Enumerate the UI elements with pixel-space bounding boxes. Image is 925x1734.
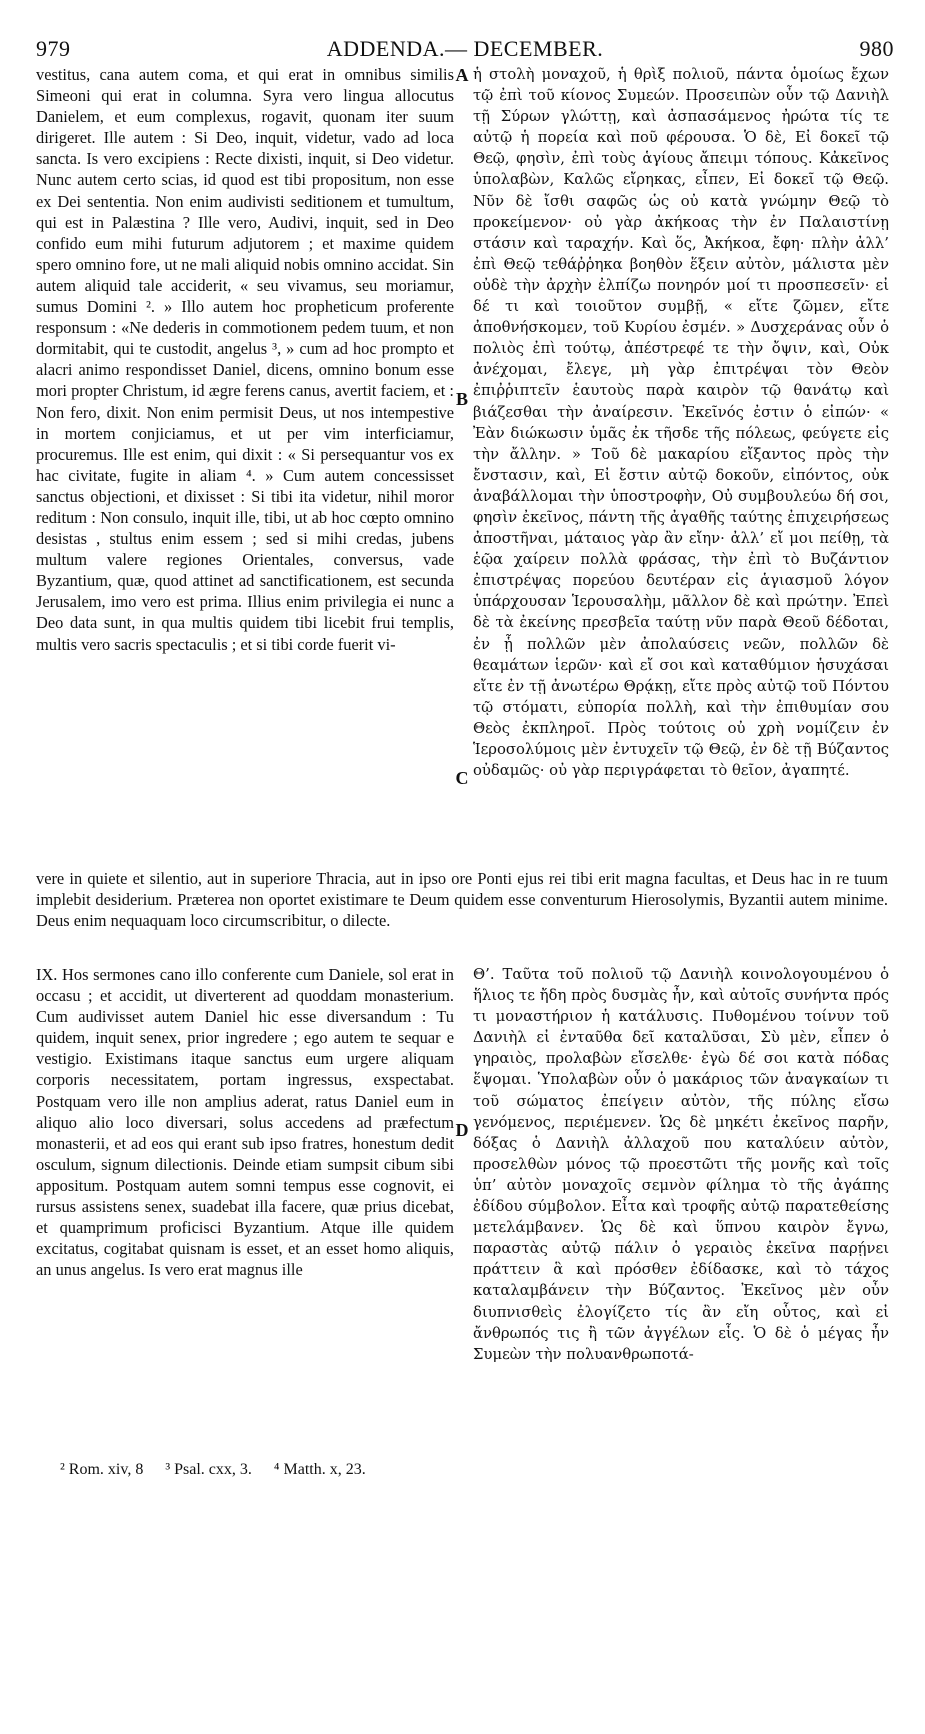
footnote: ³ Psal. cxx, 3. bbox=[165, 1461, 252, 1478]
running-title: ADDENDA.— DECEMBER. bbox=[326, 36, 604, 61]
greek-column-top bbox=[473, 64, 889, 868]
margin-marker-c: C bbox=[455, 768, 469, 788]
footnote: ² Rom. xiv, 8 bbox=[60, 1461, 144, 1478]
margin-marker-b: B bbox=[455, 389, 468, 409]
margin-marker-d: D bbox=[455, 1120, 469, 1140]
greek-paragraph: ἡ στολὴ μοναχοῦ, ἡ θρὶξ πολιοῦ, πάντα ὁμοίως ἔχων τῷ ἐπὶ τοῦ κίονος Συμεών. Προσειπὼν οὖν τῷ Δανιὴλ τῇ Σύρων γλώττῃ, καὶ ἀσπασάμενος ἠρώτα τίς τε αὐτῷ ἡ πορεία καὶ ποῦ φέρουσα. Ὁ δὲ, Εἰ δοκεῖ τῷ Θεῷ, φησὶν, ἐπὶ τοὺς ἁγίους ἄπειμι τόπους. Κἀκεῖνος ὑπολαβὼν, Καλῶς εἴρηκας, εἶπεν, Εἰ δοκεῖ τῷ Θεῷ. Νῦν δὲ ἴσθι σαφῶς ὡς οὐ κατὰ γνώμην Θεῷ τὸ προκείμενον· οὐ γὰρ ἀκήκοας τὴν ἐν Παλαιστίνῃ στάσιν καὶ ταραχήν. Καὶ ὅς, Ἀκήκοα, ἔφη· πλὴν ἀλλ’ ἐπὶ Θεῷ τεθάῤῥηκα βοηθὸν ἕξειν αὐτὸν, μάλιστα μὲν οὐδὲ τὴν ἀρχὴν ἐλπίζω πονηρόν μοί τι προσπεσεῖν· εἰ δέ τι καὶ τοιοῦτον συμβῇ, « εἴτε ζῶμεν, εἴτε ἀποθνήσκομεν, τοῦ Κυρίου ἐσμέν. » Δυσχεράνας οὖν ὁ πολιὸς ἐπὶ τούτῳ, ἀπέστρεφέ τε τὴν ὄψιν, καὶ, Οὐκ ἀνέχομαι, ἔλεγε, μὴ γὰρ ἐπιτρέψαι τὸν Θεὸν ἐπιῤῥιπτεῖν ἑαυτοὺς παρὰ καιρὸν τῷ θανάτῳ καὶ βιάζεσθαι τὴν ἀναίρεσιν. Ἐκεῖνός ἐστιν ὁ εἰπών· « Ἐὰν διώκωσιν ὑμᾶς ἐκ τῆσδε τῆς πόλεως, φεύγετε εἰς τὴν ἄλλην. » Τοῦ δὲ μακαρίου εἴξαντος πρὸς τὴν ἔνστασιν, καὶ, Εἰ ἔστιν αὐτῷ δοκοῦν, εἰπόντος, οὐκ ἀναβάλλομαι τὴν ὑποστροφὴν, Οὐ συμβουλεύω δή σοι, φησὶν ἐκεῖνος, πάντη τῆς ἀγαθῆς ταύτης ἐπιχειρήσεως ἀποστῆναι, μάταιος γὰρ ἂν εἴην· ἀλλ’ εἴ μοι πείθῃ, τὰ ἑῷα χαίρειν πολλὰ φράσας, τὴν ἐπὶ τὸ Βυζάντιον ἐπιστρέψας πορεύου δευτέραν εἰς ἁγιασμοῦ λόγον ὑπάρχουσαν Ἱερουσαλὴμ, μᾶλλον δὲ καὶ πρώτην. Ἐπεὶ δὲ τὰ ἐκείνης πρεσβεῖα ταύτῃ νῦν παρὰ Θεοῦ δέδοται, ἐν ᾗ πολλῶν μὲν ἀπολαύσεις νεῶν, πολλῶν δὲ θεαμάτων ἱερῶν· καὶ εἴ σοι καὶ καταθύμιον ἡσυχάσαι εἴτε ἐν τῇ ἀνωτέρω Θρᾴκῃ, εἴτε πρὸς αὐτῷ τοῦ Πόντου τῷ στόματι, εὐπορία πολλὴ, καὶ τὴν ἐπιθυμίαν σου Θεὸς ἐκπληροῖ. Πρὸς τούτοις οὐ χρὴ νομίζειν ἐν Ἱεροσολύμοις μὲν ἐντυχεῖν τῷ Θεῷ, ἐν δὲ τῇ Βύζαντος οὐδαμῶς· οὐ γὰρ περιγράφεται τὸ θεῖον, ἀγαπητέ. bbox=[473, 66, 889, 780]
greek-column-section-ix bbox=[473, 964, 889, 1734]
margin-marker-a: A bbox=[455, 65, 469, 85]
right-page-number: 980 bbox=[859, 36, 894, 61]
latin-paragraph: vestitus, cana autem coma, et qui erat in omnibus similis Simeoni qui erat in columna. Syra vero lingua allocutus Danielem, et eum complexus, rogavit, quonam iter suum dirigeret. Ille autem : Si Deo, inquit, videtur, vado ad loca sancta. Is vero excipiens : Recte dixisti, inquit, si Deo videtur. Nunc autem certo scias, id quod est tibi propositum, non esse ex Dei sententia. Non enim audivisti seditionem et tumultum, qui est in Palæstina ? Ille vero, Audivi, inquit, sed in Deo confido eum mihi futurum adjutorem ; et maxime quidem spero omnino fore, ut ne mali aliquid nobis omnino accidat. Sin autem aliquid tale acciderit, « seu vivamus, seu moriamur, sumus Domini ². » Illo autem hoc propheticum proferente responsum : «Ne dederis in commotionem pedem tuum, et non dormitabit, qui te custodit, angelus ³, » cum ad hoc prompto et alacri animo respondisset Daniel, dicens, omnino bonum esse mori propter Christum, id ægre ferens canus, avertit faciem, et : Non fero, dixit. Non enim permisit Deus, ut nos intempestive in mortem conjiciamus, et ut per vim interficiamur, procuremus. Ille est enim, qui dixit : « Si persequantur vos ex hac civitate, fugite in aliam ⁴. » Cum autem concessisset sanctus objectioni, et dixisset : Si tibi ita videtur, nihil moror reditum : Non consulo, inquit ille, tibi, ut ab hoc cœpto omnino desistas , stultus enim essem ; sed si mihi credas, jubens multum valere regiones Orientales, conversus, vade Byzantium, quæ, quod attinet ad sanctificationem, est secunda Jerusalem, imo vero est prima. Illius enim privilegia ei nunc a Deo data sunt, in qua multis quidem tibi licebit frui templis, multis vero sacris spectaculis ; et si tibi corde fuerit vi- bbox=[36, 65, 454, 654]
greek-paragraph-ix: Θ’. Ταῦτα τοῦ πολιοῦ τῷ Δανιὴλ κοινολογουμένου ὁ ἥλιος τε ἤδη πρὸς δυσμὰς ἦν, καὶ αὐτοῖς συνήντα πρός τι μοναστήριον ἡ κατάλυσις. Πυθομένου τοίνυν τοῦ Δανιὴλ εἰ ἐνταῦθα δεῖ καταλῦσαι, Σὺ μὲν, εἶπεν ὁ γηραιὸς, προλαβὼν εἴσελθε· ἐγὼ δέ σοι κατὰ πόδας ἕψομαι. Ὑπολαβὼν οὖν ὁ μακάριος τῶν ἀναγκαίων τι τοῦ σώματος ἐπείγειν αὐτὸν, τῆς πύλης εἴσω γενόμενος, περιέμενεν. Ὡς δὲ μηκέτι ἐκεῖνος παρῆν, δόξας ὁ Δανιὴλ ἀλλαχοῦ που καταλύειν αὐτὸν, προσελθὼν μόνος τῷ προεστῶτι τῆς μονῆς καὶ τοῖς ὑπ’ αὐτὸν μοναχοῖς σεμνὸν φίλημα τὸ τῆς ἀγάπης ἐδίδου σύμβολον. Εἶτα καὶ τροφῆς αὐτῷ παρατεθείσης μετελάμβανεν. Ὡς δὲ καὶ ὕπνου καιρὸν ἔγνω, παραστὰς αὐτῷ πάλιν ὁ γεραιὸς ἐκεῖνα παρῄνει πράττειν ἃ καὶ πρόσθεν ἐδίδασκε, καὶ τὸ τάχος καταλαμβάνειν τὴν Βύζαντος. Ἐκεῖνος μὲν οὖν διυπνισθεὶς ἐλογίζετο τίς ἂν εἴη οὗτος, καὶ εἰ ἄνθρωπός τις ἢ τῶν ἀγγέλων εἷς. Ὁ δὲ ὁ μέγας ἦν Συμεὼν τὴν πολυανθρωποτά- bbox=[473, 966, 889, 1363]
latin-continuation bbox=[36, 868, 888, 954]
latin-paragraph-ix: IX. Hos sermones cano illo conferente cum Daniele, sol erat in occasu ; et accidit, ut diverterent ad quoddam monasterium. Cum audivisset autem Daniel hic esse diversandum : Tu quidem, inquit senex, prior ingredere ; ego autem te sequar e vestigio. Existimans itaque sanctus eum urgere aliquam corporis necessitatem, portam ingressus, exspectabat. Postquam vero ille non amplius aderat, ratus Daniel eum in aliquo alio loco diversari, solus accedens ad præfectum monasterii, et ad eos qui erant sub ipso fratres, honestum dedit osculum, signum dilectionis. Deinde etiam sumpsit cibum sibi appositum. Postquam autem somni tempus esse cognovit, ei rursus assistens senex, suadebat illa facere, quæ prius dicebat, et quamprimum proficisci Byzantium. Atque ille quidem excitatus, cogitabat quisnam is esset, et an esset homo aliquis, an unus angelus. Is vero erat magnus ille bbox=[36, 965, 454, 1280]
footnote: ⁴ Matth. x, 23. bbox=[273, 1461, 366, 1478]
latin-column-top bbox=[36, 64, 454, 868]
latin-continuation-text: vere in quiete et silentio, aut in superiore Thracia, aut in ipso ore Ponti ejus rei tibi erit magna facultas, et Deus hac in re tuum implebit desiderium. Præterea non oportet existimare te Deum quidem esse conventurum Hierosolymis, Byzantii autem minime. Deus enim nequaquam loco circumscribitur, o dilecte. bbox=[36, 869, 888, 931]
latin-column-section-ix bbox=[36, 964, 454, 1734]
footnotes bbox=[60, 1460, 860, 1480]
left-page-number: 979 bbox=[36, 36, 71, 61]
page-header bbox=[36, 36, 894, 62]
